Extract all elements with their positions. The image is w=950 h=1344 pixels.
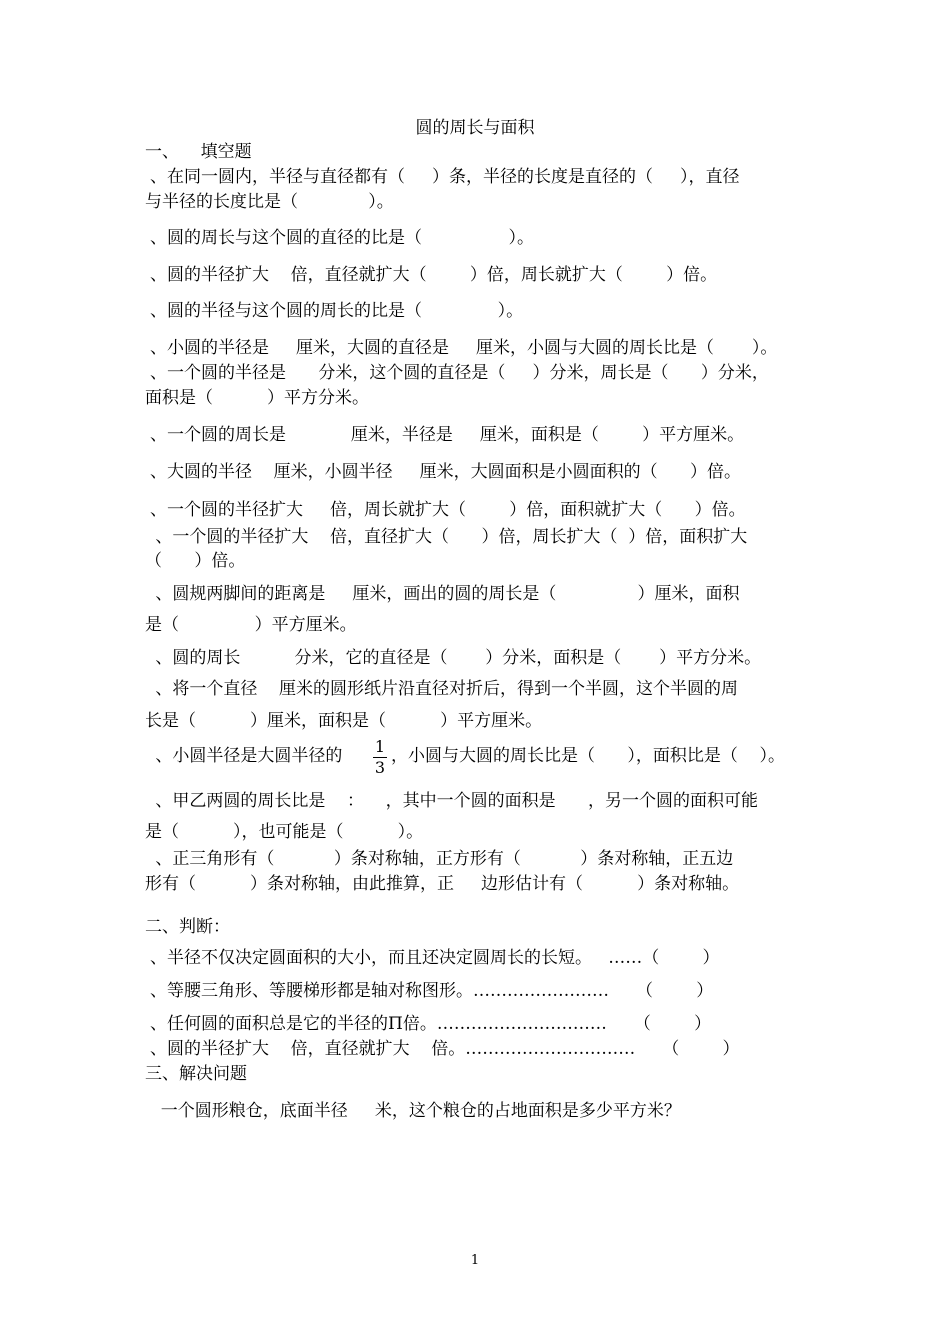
- fraction-numerator: 1: [374, 737, 386, 756]
- question-line: 、圆的周长 分米，它的直径是（ ）分米，面积是（ ）平方分米。: [150, 648, 762, 668]
- question-line: 、一个圆的半径是 分米，这个圆的直径是（ ）分米，周长是（ ）分米，: [150, 363, 769, 383]
- question-line: 、大圆的半径 厘米，小圆半径 厘米，大圆面积是小圆面积的（ ）倍。: [150, 462, 742, 482]
- question-line: 面积是（ ）平方分米。: [145, 388, 370, 408]
- question-line: 、一个圆的半径扩大 倍，直径扩大（ ）倍，周长扩大（ ）倍，面积扩大: [150, 527, 748, 547]
- judgment-line: 、半径不仅决定圆面积的大小，而且还决定圆周长的长短。 ……（ ）: [150, 948, 720, 968]
- question-line: 是（ ），也可能是（ ）。: [145, 822, 424, 842]
- section-heading-problem-solving: 三、解决问题: [145, 1064, 247, 1084]
- page-number: 1: [470, 1253, 480, 1268]
- question-line: 长是（ ）厘米，面积是（ ）平方厘米。: [145, 711, 543, 731]
- question-line: 与半径的长度比是（ ）。: [145, 192, 394, 212]
- question-line: 、正三角形有（ ）条对称轴，正方形有（ ）条对称轴，正五边: [150, 849, 734, 869]
- judgment-line: 、圆的半径扩大 倍，直径就扩大 倍。………………………… （ ）: [150, 1039, 740, 1059]
- question-line: ，小圆与大圆的周长比是（ ），面积比是（ ）。: [391, 746, 786, 766]
- section-heading-true-false: 二、判断：: [145, 917, 230, 937]
- question-line: 、一个圆的周长是 厘米，半径是 厘米，面积是（ ）平方厘米。: [150, 425, 745, 445]
- question-line: （ ）倍。: [145, 551, 246, 571]
- judgment-line: 、任何圆的面积总是它的半径的Π倍。………………………… （ ）: [150, 1014, 712, 1034]
- question-line: 、圆的半径与这个圆的周长的比是（ ）。: [150, 301, 524, 321]
- question-line: 形有（ ）条对称轴，由此推算，正 边形估计有（ ）条对称轴。: [145, 874, 740, 894]
- question-line: 是（ ）平方厘米。: [145, 615, 357, 635]
- question-line: 、一个圆的半径扩大 倍，周长就扩大（ ）倍，面积就扩大（ ）倍。: [150, 500, 746, 520]
- question-line: 、小圆的半径是 厘米，大圆的直径是 厘米，小圆与大圆的周长比是（ ）。: [150, 338, 778, 358]
- question-line: 、将一个直径 厘米的圆形纸片沿直径对折后，得到一个半圆，这个半圆的周: [150, 679, 739, 699]
- question-line: 、小圆半径是大圆半径的: [150, 746, 343, 766]
- problem-line: 一个圆形粮仓，底面半径 米，这个粮仓的占地面积是多少平方米？: [150, 1101, 681, 1121]
- section-heading-fill-in: 一、 填空题: [145, 142, 252, 162]
- fraction-one-third: [373, 738, 387, 777]
- question-line: 、圆规两脚间的距离是 厘米，画出的圆的周长是（ ）厘米，面积: [150, 584, 740, 604]
- question-line: 、甲乙两圆的周长比是 ： ，其中一个圆的面积是 ，另一个圆的面积可能: [150, 791, 759, 811]
- fraction-denominator: 3: [374, 758, 386, 777]
- question-line: 、在同一圆内，半径与直径都有（ ）条，半径的长度是直径的（ ），直径: [150, 167, 740, 187]
- question-line: 、圆的周长与这个圆的直径的比是（ ）。: [150, 228, 534, 248]
- question-line: 、圆的半径扩大 倍，直径就扩大（ ）倍，周长就扩大（ ）倍。: [150, 265, 718, 285]
- page-title: 圆的周长与面积: [415, 118, 535, 138]
- judgment-line: 、等腰三角形、等腰梯形都是轴对称图形。…………………… （ ）: [150, 981, 714, 1001]
